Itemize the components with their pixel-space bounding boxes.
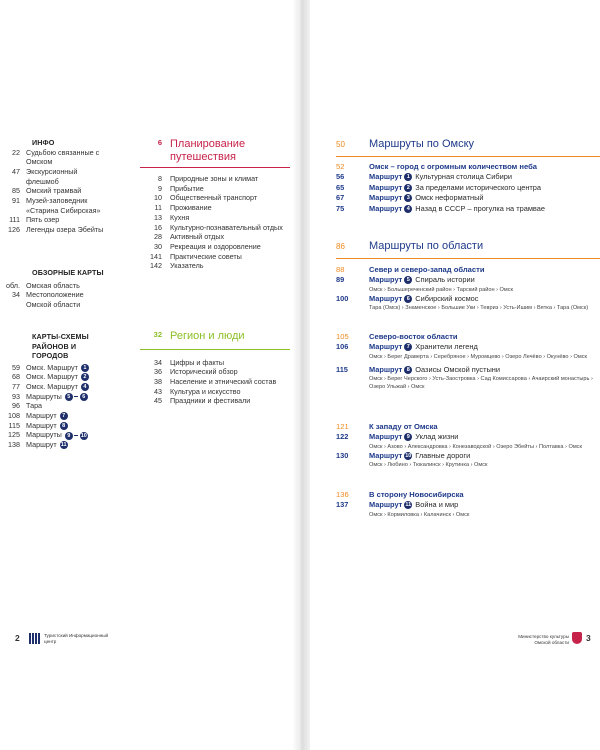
- toc-row[interactable]: 125 Маршруты 9 10: [8, 430, 87, 440]
- route-row[interactable]: 122 Маршрут 9 Уклад жизни: [336, 432, 459, 441]
- route-group-novosibirsk: [336, 490, 600, 519]
- toc-row[interactable]: 108 Маршрут 7: [4, 411, 114, 421]
- toc-row[interactable]: 30 Рекреация и оздоровление: [154, 241, 261, 251]
- toc-row[interactable]: 47 Экскурсионный флешмоб: [12, 166, 78, 186]
- planning-rule: [140, 167, 290, 168]
- route-group-northeast: [336, 332, 600, 391]
- toc-row[interactable]: 59 Омск. Маршрут 1: [4, 363, 114, 373]
- region-title[interactable]: Регион и люди: [170, 330, 245, 342]
- route-row[interactable]: 56 Маршрут 1 Культурная столица Сибири: [336, 172, 512, 181]
- route-badge: 9: [404, 433, 412, 441]
- route-places: Тара (Омск) › Знаменское › Большие Уки › Тевриз › Усть-Ишим › Вятка › Тара (Омск): [369, 305, 589, 311]
- route-places: Омск › Берег Дравертa › Серебряное › Муромцево › Озеро Лечёво › Окунёво › Омск: [369, 353, 587, 360]
- info-heading: ИНФО: [32, 138, 55, 147]
- toc-row[interactable]: 111 Пять озер: [9, 215, 60, 225]
- planning-page-number: 6: [157, 138, 162, 147]
- toc-row[interactable]: 28 Активный отдых: [154, 232, 225, 242]
- planning-title[interactable]: Планирование путешествия: [170, 138, 246, 163]
- route-badge: 7: [404, 343, 412, 351]
- toc-row[interactable]: 34 Цифры и факты: [154, 357, 225, 367]
- toc-row[interactable]: 36 Исторический обзор: [154, 367, 238, 377]
- toc-row[interactable]: 45 Праздники и фестивали: [154, 396, 251, 406]
- route-places: Омск › Азово › Александровка › Конезаводской › Озеро Эбейты › Полтавка › Омск: [369, 443, 582, 450]
- route-badge: 2: [404, 184, 412, 192]
- toc-row[interactable]: 10 Общественный транспорт: [154, 193, 258, 203]
- route-badge: 1: [81, 364, 89, 372]
- route-badge: 4: [404, 205, 412, 213]
- route-badge: 6: [80, 393, 88, 401]
- toc-row[interactable]: 91 Музей-заповедник «Старина Сибирская»: [12, 196, 101, 215]
- route-row[interactable]: 89 Маршрут 5 Спираль истории: [336, 275, 475, 284]
- region-routes-page-number: 86: [336, 242, 345, 251]
- subsection-heading[interactable]: 121 К западу от Омска: [336, 422, 438, 431]
- omsk-routes-page-number: 50: [336, 140, 345, 149]
- route-badge: 11: [60, 442, 67, 449]
- route-badge: 9: [65, 432, 73, 440]
- route-badge: 6: [404, 295, 412, 303]
- toc-row[interactable]: 13 Кухня: [154, 212, 190, 222]
- route-badge: 2: [81, 373, 89, 381]
- route-row[interactable]: 100 Маршрут 6 Сибирский космос: [336, 293, 479, 303]
- omsk-routes-list: [336, 162, 600, 214]
- toc-row[interactable]: 38 Население и этнический состав: [154, 376, 277, 386]
- overview-heading: ОБЗОРНЫЕ КАРТЫ: [32, 268, 104, 277]
- toc-row[interactable]: 9 Прибытие: [158, 183, 204, 193]
- toc-row[interactable]: 43 Культура и искусство: [154, 386, 241, 396]
- toc-row[interactable]: 96 Тара: [12, 401, 43, 411]
- region-routes-section: [336, 240, 600, 252]
- book-gutter: [292, 0, 310, 750]
- subsection-heading[interactable]: 88 Север и северо-запад области: [336, 265, 485, 274]
- toc-row[interactable]: 142 Указатель: [150, 261, 204, 271]
- route-badge: 5: [404, 276, 412, 284]
- page-number: 3: [586, 633, 591, 643]
- qr-logo-icon: [29, 633, 40, 644]
- overview-maps-section: [4, 268, 104, 310]
- region-rule: [140, 349, 290, 350]
- toc-row[interactable]: 115 Маршрут 8: [4, 421, 114, 431]
- route-badge: 10: [80, 432, 87, 439]
- toc-row[interactable]: 138 Маршрут 11: [8, 440, 67, 450]
- toc-row[interactable]: 34 Местоположение Омской области: [12, 290, 84, 309]
- toc-row[interactable]: 126 Легенды озера Эбейты: [8, 225, 104, 235]
- route-places: Омск › Берег Черского › Усть-Заостровка › Сад Комиссарова › Ачаирский монастырь › Озеро Ульжай › Омск: [369, 376, 593, 390]
- route-group-north: [336, 265, 600, 312]
- route-row[interactable]: 67 Маршрут 3 Омск неформатный: [336, 193, 484, 202]
- schemes-section: [4, 332, 114, 450]
- section-rule: [336, 258, 600, 259]
- route-row[interactable]: 137 Маршрут 11 Война и мир: [336, 500, 459, 509]
- section-rule: [336, 156, 600, 157]
- route-badge: 8: [60, 422, 68, 430]
- toc-row[interactable]: 22 Судьбою связанные с Омском: [12, 147, 100, 167]
- route-badge: 8: [404, 366, 412, 374]
- org-name: Туристский Информационный центр: [44, 633, 109, 644]
- route-row[interactable]: 65 Маршрут 2 За пределами исторического центра: [336, 182, 542, 192]
- page-number: 2: [15, 633, 20, 643]
- route-badge: 5: [65, 393, 73, 401]
- planning-section: [140, 138, 290, 271]
- toc-row[interactable]: 16 Культурно-познавательный отдых: [154, 222, 283, 232]
- toc-row[interactable]: 68 Омск. Маршрут 2: [4, 372, 114, 382]
- route-row[interactable]: 115 Маршрут 8 Оазисы Омской пустыни: [336, 364, 500, 374]
- right-page: [310, 0, 600, 750]
- coat-of-arms-icon: [572, 632, 582, 644]
- route-badge: 10: [405, 452, 412, 459]
- subsection-heading[interactable]: 136 В сторону Новосибирска: [336, 490, 464, 499]
- toc-row[interactable]: 93 Маршруты 5 6: [4, 392, 114, 402]
- ministry-name: Министерство культуры Омской области: [518, 634, 569, 645]
- route-places: Омск › Любино › Тюкалинск › Крутинка › Омск: [369, 462, 488, 468]
- subsection-heading[interactable]: 105 Северо-восток области: [336, 332, 458, 341]
- toc-row[interactable]: 11 Проживание: [154, 203, 212, 213]
- route-places: Омск › Большереченский район › Тарский район › Омск: [369, 286, 513, 293]
- toc-row[interactable]: 8 Природные зоны и климат: [158, 174, 259, 183]
- toc-row[interactable]: обл. Омская область: [6, 280, 80, 290]
- schemes-heading: КАРТЫ-СХЕМЫ РАЙОНОВ И ГОРОДОВ: [32, 332, 89, 360]
- region-page-number: 32: [153, 330, 162, 339]
- route-badge: 11: [405, 502, 412, 509]
- omsk-routes-title[interactable]: Маршруты по Омску: [369, 138, 475, 150]
- route-places: Омск › Кормиловка › Калачинск › Омск: [369, 511, 470, 518]
- route-badge: 1: [404, 173, 412, 181]
- route-badge: 4: [81, 383, 89, 391]
- route-row[interactable]: 75 Маршрут 4 Назад в СССР – прогулка на трамвае: [336, 203, 545, 213]
- toc-row[interactable]: 77 Омск. Маршрут 4: [4, 382, 114, 392]
- route-badge: 3: [404, 194, 412, 202]
- region-section: [140, 330, 290, 406]
- route-row[interactable]: 130 Маршрут 10 Главные дороги: [336, 450, 471, 460]
- route-badge: 7: [60, 412, 68, 420]
- toc-row[interactable]: 85 Омский трамвай: [12, 186, 82, 196]
- info-section: [4, 138, 104, 235]
- region-routes-title[interactable]: Маршруты по области: [369, 240, 484, 252]
- route-group-west: [336, 422, 600, 469]
- route-row[interactable]: 106 Маршрут 7 Хранители легенд: [336, 342, 478, 351]
- omsk-routes-section: [336, 138, 600, 150]
- subsection-heading[interactable]: 52 Омск – город с огромным количеством неба: [336, 162, 537, 171]
- toc-row[interactable]: 141 Практические советы: [150, 251, 242, 261]
